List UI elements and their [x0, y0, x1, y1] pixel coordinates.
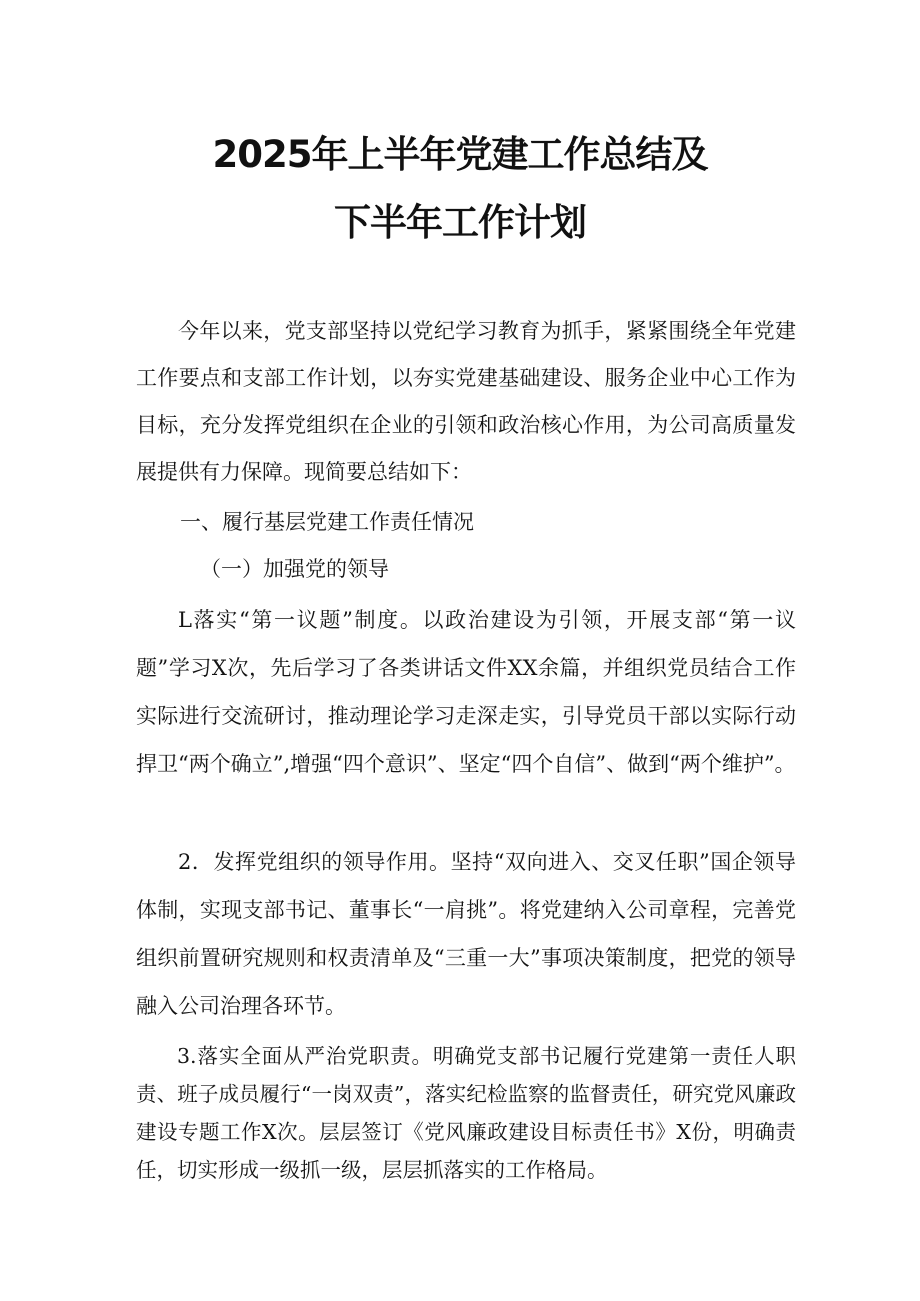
document-title-line-2: 下半年工作计划	[334, 201, 586, 244]
subsection-1-heading: （一）加强党的领导	[200, 557, 389, 581]
section-1-heading: 一、履行基层党建工作责任情况	[180, 510, 474, 534]
document-title-line-1: 2025年上半年党建工作总结及	[212, 133, 708, 176]
paragraph-item-3: 3.落实全面从严治党职责。明确党支部书记履行党建第一责任人职责、班子成员履行“一岗双责”，落实纪检监察的监督责任，研究党风廉政建设专题工作X次。层层签订《党风廉政建设目标责任书》X份，明确责任，切实形成一级抓一级，层层抓落实的工作格局。	[136, 1044, 796, 1182]
paragraph-item-2: 2．发挥党组织的领导作用。坚持“双向进入、交叉任职”国企领导体制，实现支部书记、董事长“一肩挑”。将党建纳入公司章程，完善党组织前置研究规则和权责清单及“三重一大”事项决策制度，把党的领导融入公司治理各环节。	[136, 850, 796, 1018]
intro-paragraph: 今年以来，党支部坚持以党纪学习教育为抓手，紧紧围绕全年党建工作要点和支部工作计划，以夯实党建基础建设、服务企业中心工作为目标，充分发挥党组织在企业的引领和政治核心作用，为公司高质量发展提供有力保障。现简要总结如下：	[136, 319, 796, 484]
paragraph-item-1: L落实“第一议题”制度。以政治建设为引领，开展支部“第一议题”学习X次，先后学习了各类讲话文件XX余篇，并组织党员结合工作实际进行交流研讨，推动理论学习走深走实，引导党员干部以实际行动捍卫“两个确立”,增强“四个意识”、坚定“四个自信”、做到“两个维护”。	[136, 608, 796, 776]
